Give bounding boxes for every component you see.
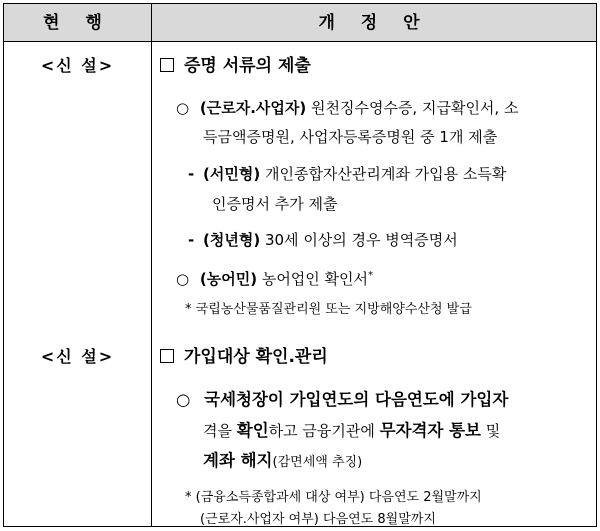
s2-item-1-line-3 [203,447,362,471]
s1-sub-1-line-1 [188,163,506,184]
s1-sub-1-bold: (서민형) [203,165,261,183]
current-label-new-1: <신 설> [40,56,115,75]
s2-text-e: 및 [481,422,501,440]
s1-item-1-bold: (근로자.사업자) [199,99,307,117]
circle-bullet-icon: ○ [176,99,190,117]
s1-sub-1-line-2: 인증명서 추가 제출 [212,195,338,213]
s2-text-b: 확인 [236,421,269,440]
header-current: 현 행 [43,13,112,33]
s2-text-a: 격을 [203,422,237,440]
s1-sub-2 [188,229,458,250]
s2-footnote-2: (근로자.사업자 여부) 다음연도 8월말까지 [200,512,436,527]
s1-item-2-text: 농어업인 확인서 [257,270,369,288]
s2-item-1-line-2 [203,417,500,441]
circle-bullet-icon: ○ [176,390,191,409]
dash-bullet: - [188,231,195,249]
s2-item-1-bold: 국세청장이 가입연도의 다음연도에 가입자 [204,390,509,409]
section-title-1 [160,51,311,76]
s2-text-f: 계좌 해지 [203,451,273,470]
header-proposal: 개 정 안 [318,13,430,33]
s1-item-1-text: 원천징수영수증, 지급확인서, 소 [306,99,519,117]
circle-bullet-icon: ○ [176,270,190,288]
s1-sub-2-text: 30세 이상의 경우 병역증명서 [260,231,458,249]
table-header [4,4,596,42]
s1-item-1-line-1 [176,97,518,118]
s2-text-d: 무자격자 통보 [379,421,481,440]
section-title-text: 증명 서류의 제출 [184,56,311,76]
s1-item-1-line-2: 득금액증명원, 사업자등록증명원 중 1개 제출 [203,128,498,146]
dash-bullet: - [188,165,195,183]
s1-footnote: * 국립농산물품질관리원 또는 지방해양수산청 발급 [185,302,472,317]
s2-text-g: (감면세액 추징) [272,455,363,470]
checkbox-square-icon [160,58,174,72]
section-title-2 [160,342,328,367]
s1-item-2 [176,268,373,289]
s2-footnote-1: * (금융소득종합과세 대상 여부) 다음연도 2월말까지 [185,490,482,505]
s1-sub-2-bold: (청년형) [203,231,261,249]
section-title-text: 가입대상 확인.관리 [184,347,328,367]
s1-item-2-bold: (농어민) [199,270,258,288]
s2-text-c: 하고 금융기관에 [268,422,380,440]
column-divider [151,4,152,526]
s1-sub-1-text: 개인종합자산관리계좌 가입용 소득확 [260,165,507,183]
checkbox-square-icon [160,349,174,363]
current-label-new-2: <신 설> [40,347,115,366]
comparison-table [3,3,597,527]
footnote-marker: * [368,270,374,281]
s2-item-1-line-1 [176,386,508,410]
